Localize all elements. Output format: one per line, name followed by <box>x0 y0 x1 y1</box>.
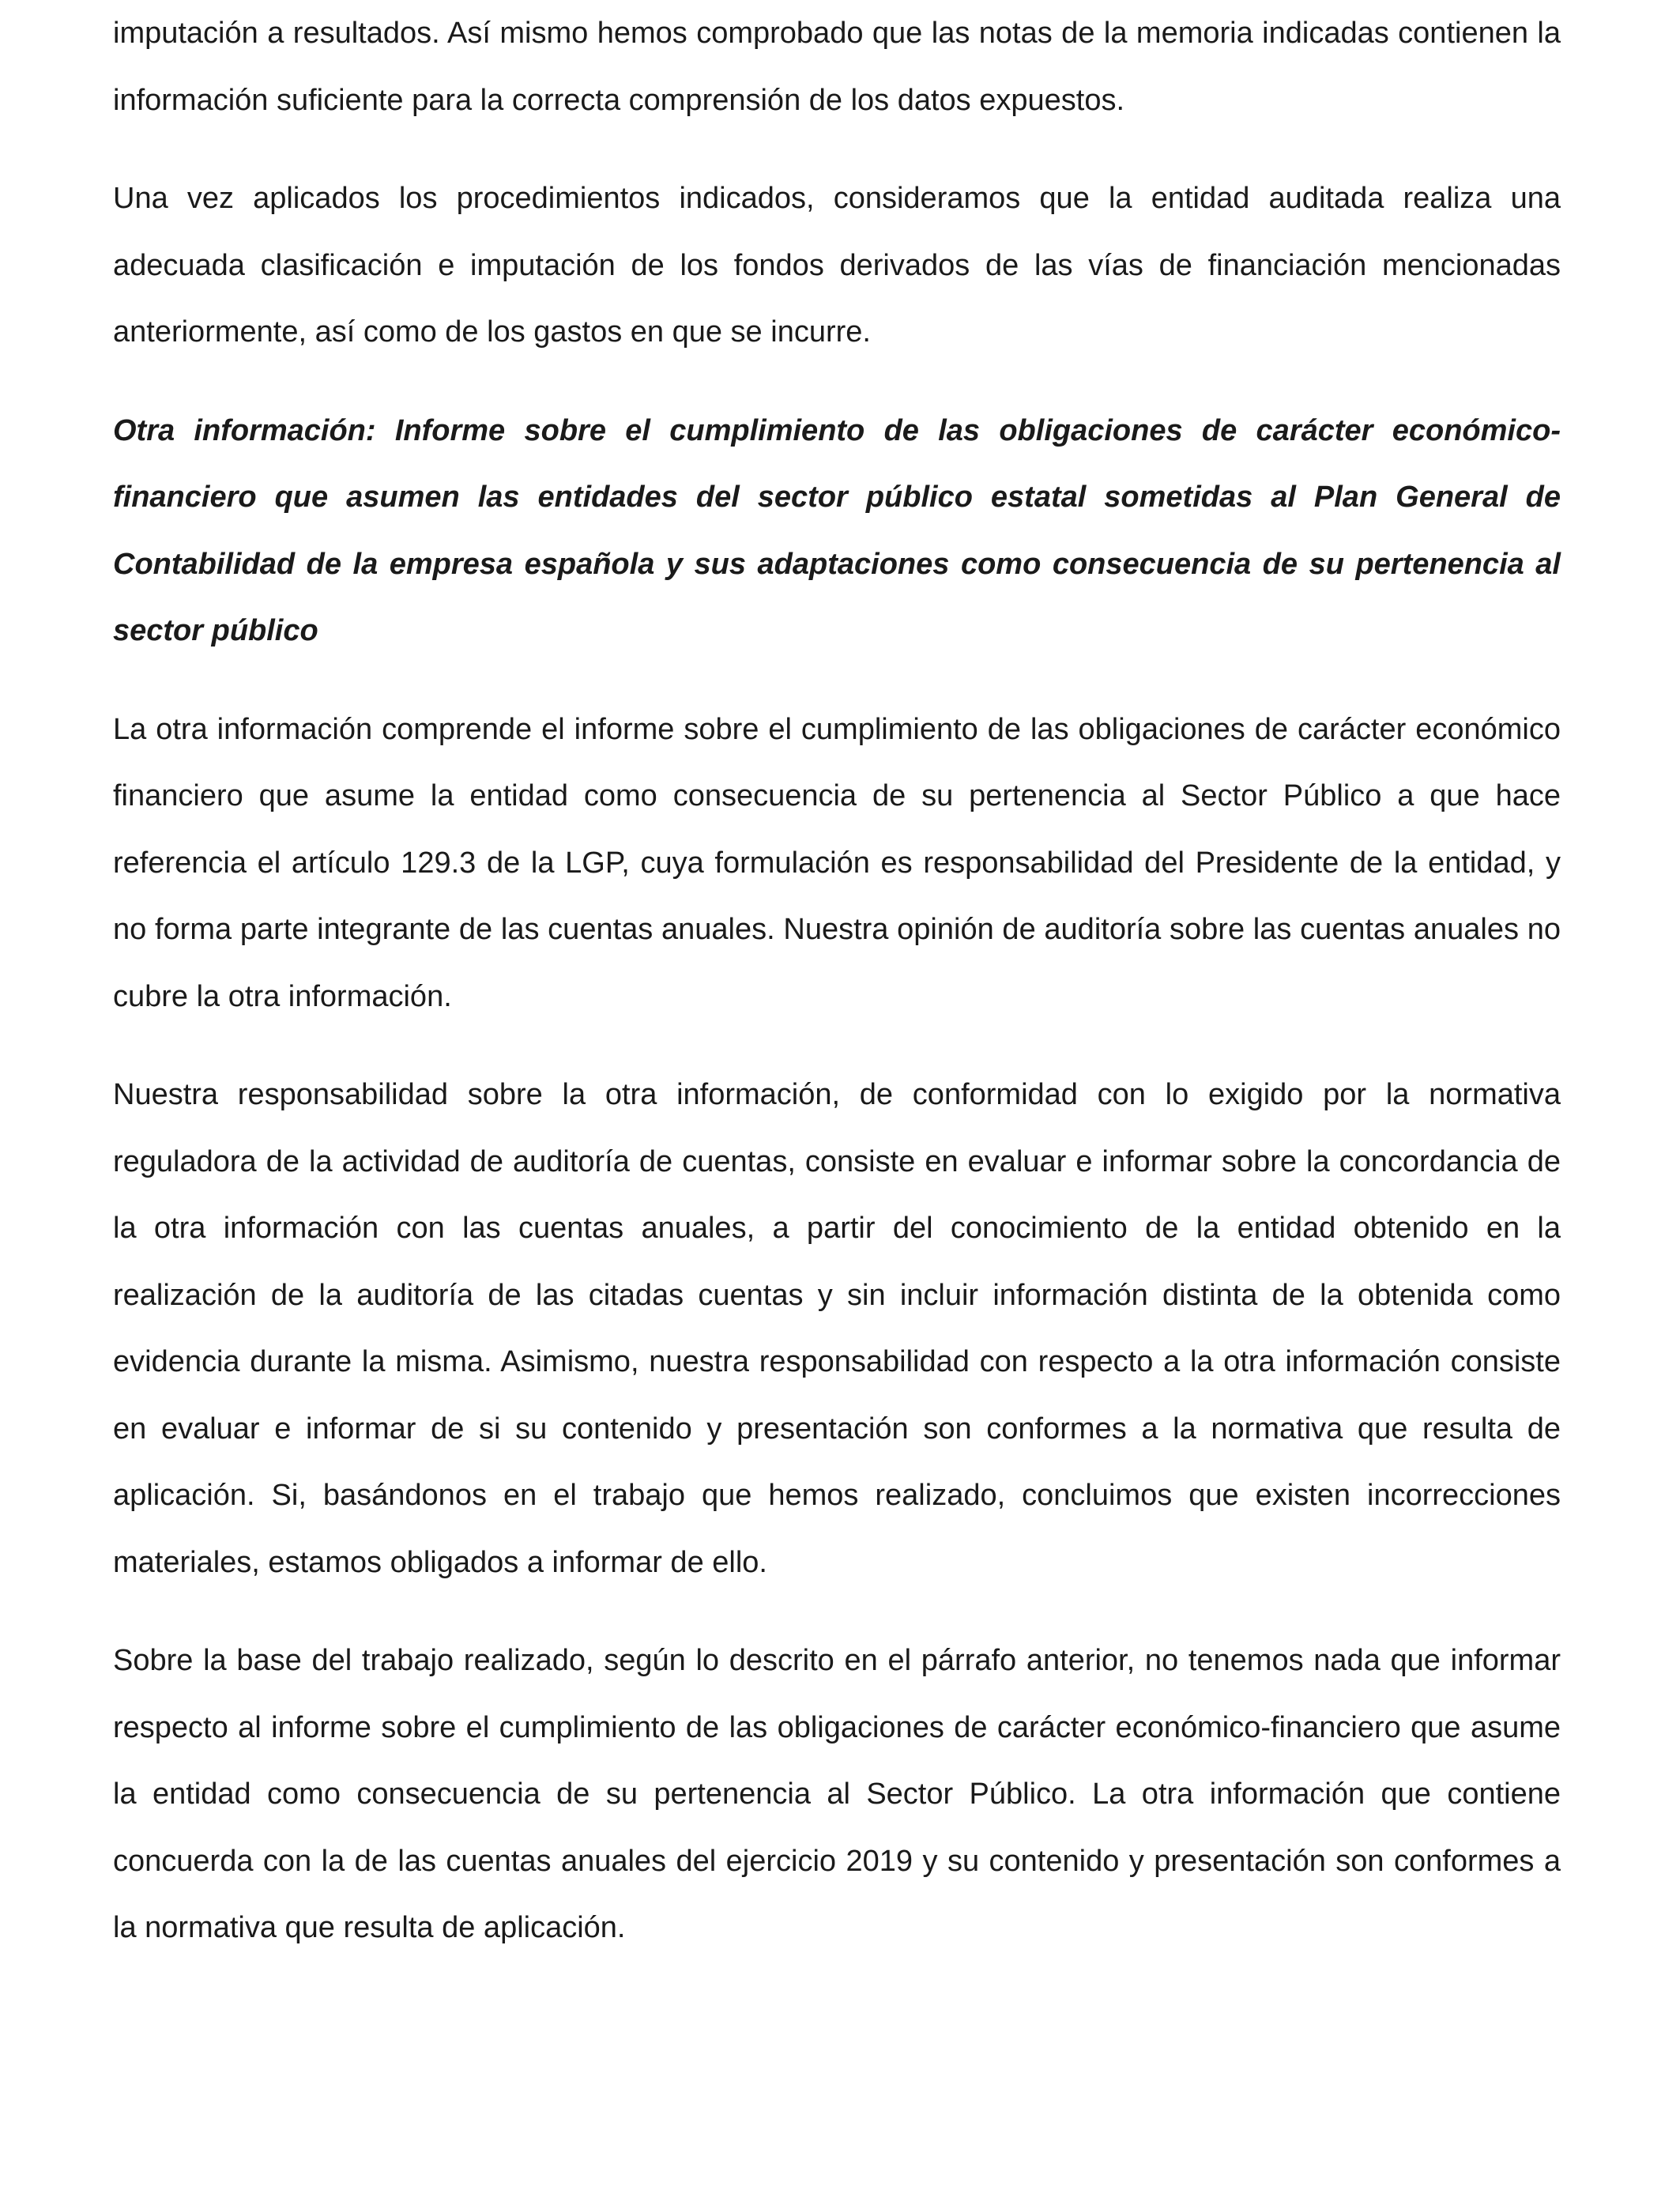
paragraph-otra-informacion: La otra información comprende el informe sobre el cumplimiento de las obligaciones de carácter económico financiero que asume la entidad como consecuencia de su pertenencia al Sector Público a que hace referencia el artículo 129.3 de la LGP, cuya formulación es responsabilidad del Presidente de la entidad, y no forma parte integrante de las cuentas anuales. Nuestra opinión de auditoría sobre las cuentas anuales no cubre la otra información. <box>113 712 1561 1013</box>
section-heading-otra-informacion: Otra información: Informe sobre el cumplimiento de las obligaciones de carácter económico-financiero que asumen las entidades del sector público estatal sometidas al Plan General de Contabilidad de la empresa española y sus adaptaciones como consecuencia de su pertenencia al sector público <box>113 413 1561 647</box>
paragraph-responsabilidad: Nuestra responsabilidad sobre la otra información, de conformidad con lo exigido por la normativa reguladora de la actividad de auditoría de cuentas, consiste en evaluar e informar sobre la concordancia de la otra información con las cuentas anuales, a partir del conocimiento de la entidad obtenido en la realización de la auditoría de las citadas cuentas y sin incluir información distinta de la obtenida como evidencia durante la misma. Asimismo, nuestra responsabilidad con respecto a la otra información consiste en evaluar e informar de si su contenido y presentación son conformes a la normativa que resulta de aplicación. Si, basándonos en el trabajo que hemos realizado, concluimos que existen incorrecciones materiales, estamos obligados a informar de ello. <box>113 1078 1561 1579</box>
paragraph-conclusion: Sobre la base del trabajo realizado, según lo descrito en el párrafo anterior, no tenemos nada que informar respecto al informe sobre el cumplimiento de las obligaciones de carácter económico-financiero que asume la entidad como consecuencia de su pertenencia al Sector Público. La otra información que contiene concuerda con la de las cuentas anuales del ejercicio 2019 y su contenido y presentación son conformes a la normativa que resulta de aplicación. <box>113 1644 1561 1944</box>
document-page <box>113 0 1561 1962</box>
paragraph-imputacion: imputación a resultados. Así mismo hemos comprobado que las notas de la memoria indicadas contienen la información suficiente para la correcta comprensión de los datos expuestos. <box>113 17 1561 117</box>
paragraph-procedimientos: Una vez aplicados los procedimientos indicados, consideramos que la entidad auditada realiza una adecuada clasificación e imputación de los fondos derivados de las vías de financiación mencionadas anteriormente, así como de los gastos en que se incurre. <box>113 182 1561 349</box>
